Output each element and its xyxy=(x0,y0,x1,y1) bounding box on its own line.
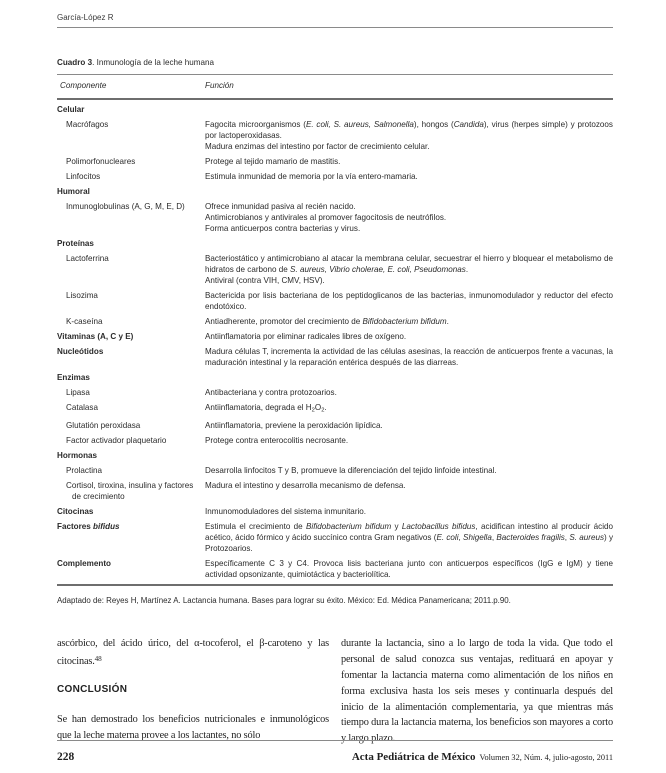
component-cell: Humoral xyxy=(57,187,90,196)
component-cell: Polimorfonucleares xyxy=(66,157,136,166)
table-caption-number: Cuadro 3 xyxy=(57,58,93,67)
function-cell: Bacteriostático y antimicrobiano al atacar la membrana celular, secuestrar el hierro y bloquear el metabolismo de hidratos de carbono de S. aureus, Vibrio cholerae, E. coli, Pseudomonas. Antiviral (contra VIH, CMV, HSV). xyxy=(205,254,613,285)
function-cell xyxy=(205,372,613,383)
table-row xyxy=(57,387,613,398)
component-cell: Macrófagos xyxy=(66,120,109,129)
component-cell: Citocinas xyxy=(57,507,94,517)
table-row xyxy=(57,316,613,327)
component-cell: Nucleótidos xyxy=(57,347,104,356)
table-row xyxy=(57,465,613,476)
function-cell: Protege al tejido mamario de mastitis. xyxy=(205,157,341,166)
table-row xyxy=(57,238,613,249)
table-row xyxy=(57,331,613,342)
table-row xyxy=(57,253,613,286)
table-row xyxy=(57,435,613,446)
function-cell xyxy=(205,238,613,249)
table-row xyxy=(57,372,613,383)
table-row xyxy=(57,156,613,167)
table-row xyxy=(57,420,613,431)
journal-issue-info: Volumen 32, Núm. 4, julio-agosto, 2011 xyxy=(479,753,613,762)
function-cell: Antiinflamatoria, degrada el H2O2. xyxy=(205,403,327,414)
function-cell: Estimula el crecimiento de Bifidobacterium bifidum y Lactobacillus bifidus, acidifican intestino al producir ácido acético, ácido fórmico y ácido succínico contra Gram negativos (E. coli, Shigella, Bacteroides fragilis, S. aureus) y Protozoarios. xyxy=(205,522,614,554)
conclusion-paragraph-right: durante la lactancia, sino a lo largo de toda la vida. Que todo el personal de salud conozca sus ventajas, redituará en apoyar y fomentar la lactancia materna como alimentación de los niños en forma exclusiva hasta los seis meses y continuarla después del inicio de la alimentación complementaria, ya que mientras más tiempo dura la lactancia materna, los beneficios son mayores a corto y largo plazo. xyxy=(341,638,613,745)
journal-line xyxy=(352,747,613,765)
table-row xyxy=(57,402,613,416)
component-cell: Vitaminas (A, C y E) xyxy=(57,332,134,341)
table-row xyxy=(57,506,613,517)
table-body xyxy=(57,100,613,586)
table-row xyxy=(57,480,613,502)
body-columns xyxy=(57,636,613,747)
function-cell xyxy=(205,450,613,461)
component-cell: Lactoferrina xyxy=(66,254,109,263)
left-column xyxy=(57,636,329,747)
component-cell: Glutatión peroxidasa xyxy=(66,421,141,431)
function-cell: Madura células T, incrementa la actividad de las células asesinas, la reacción de anticuerpos frente a vacunas, la maduración intestinal y la reparación entérica después de las diarreas. xyxy=(205,347,613,367)
conclusion-heading: CONCLUSIÓN xyxy=(57,684,128,696)
running-head xyxy=(57,0,613,28)
table-row xyxy=(57,171,613,182)
component-cell: Factor activador plaquetario xyxy=(66,436,167,446)
component-cell: Complemento xyxy=(57,559,111,569)
component-cell: Catalasa xyxy=(66,403,98,412)
function-cell: Protege contra enterocolitis necrosante. xyxy=(205,436,349,446)
function-cell: Fagocita microorganismos (E. coli, S. aureus, Salmonella), hongos (Candida), virus (herpes simple) y protozoos por lactoperoxidasas. Madura enzimas del intestino por factor de crecimiento celular. xyxy=(205,120,613,151)
component-cell: Proteínas xyxy=(57,239,94,248)
function-cell: Inmunomoduladores del sistema inmunitario. xyxy=(205,507,367,517)
function-cell: Antiinflamatoria por eliminar radicales libres de oxígeno. xyxy=(205,332,407,341)
component-cell: Linfocitos xyxy=(66,172,101,181)
table-row xyxy=(57,290,613,312)
table-row xyxy=(57,450,613,461)
journal-title: Acta Pediátrica de México xyxy=(351,751,476,763)
table-row xyxy=(57,346,613,368)
component-cell: Prolactina xyxy=(66,466,102,476)
function-cell: Antiadherente, promotor del crecimiento de Bifidobacterium bifidum. xyxy=(205,317,449,326)
table-row xyxy=(57,186,613,197)
function-cell: Antiinflamatoria, previene la peroxidación lipídica. xyxy=(205,421,383,431)
function-cell xyxy=(205,104,613,115)
component-cell: Lipasa xyxy=(66,388,90,397)
component-cell: Hormonas xyxy=(57,451,98,461)
table-row xyxy=(57,119,613,152)
function-cell: Bactericida por lisis bacteriana de los peptidoglicanos de las bacterias, inmunomodulador y reductor del efecto endotóxico. xyxy=(205,291,613,311)
right-column xyxy=(341,636,613,747)
function-cell: Madura el intestino y desarrolla mecanismo de defensa. xyxy=(205,481,406,491)
table-footnote: Adaptado de: Reyes H, Martínez A. Lactancia humana. Bases para lograr su éxito. México: Ed. Médica Panamericana; 2011.p.90. xyxy=(57,596,511,606)
function-cell: Ofrece inmunidad pasiva al recién nacido. Antimicrobianos y antivirales al promover fagocitosis de neutrófilos. Forma anticuerpos contra bacterias y virus. xyxy=(205,202,447,233)
component-cell: Cortisol, tiroxina, insulina y factores de crecimiento xyxy=(66,481,194,502)
function-cell xyxy=(205,186,613,197)
footer xyxy=(57,740,613,765)
table-caption-title: . Inmunología de la leche humana xyxy=(92,58,215,67)
page-number: 228 xyxy=(57,751,75,763)
table-row xyxy=(57,521,613,554)
component-cell: Inmunoglobulinas (A, G, M, E, D) xyxy=(66,202,185,211)
table-row xyxy=(57,558,613,580)
table-row xyxy=(57,104,613,115)
table-header-row xyxy=(57,75,613,100)
table-row xyxy=(57,201,613,234)
function-cell: Antibacteriana y contra protozoarios. xyxy=(205,388,337,397)
conclusion-paragraph-left: Se han demostrado los beneficios nutricionales e inmunológicos que la leche materna provee a los lactantes, no sólo xyxy=(57,714,329,741)
table-caption xyxy=(57,57,613,68)
component-cell: Factores bifidus xyxy=(57,522,120,532)
running-head-text: García-López R xyxy=(57,13,114,22)
function-cell: Desarrolla linfocitos T y B, promueve la diferenciación del tejido linfoide intestinal. xyxy=(205,466,497,476)
component-cell: Lisozima xyxy=(66,291,98,300)
continuation-paragraph: ascórbico, del ácido úrico, del α-tocoferol, el β-caroteno y las citocinas.$^{48}$ xyxy=(57,638,329,668)
component-column-header: Componente xyxy=(60,81,107,90)
component-cell: Celular xyxy=(57,105,85,114)
function-column-header: Función xyxy=(205,81,234,90)
component-cell: Enzimas xyxy=(57,373,90,382)
running-head-rule xyxy=(57,27,613,28)
immunology-table xyxy=(57,74,613,586)
component-cell: K-caseína xyxy=(66,317,103,326)
function-cell: Específicamente C 3 y C4. Provoca lisis bacteriana junto con anticuerpos específicos (IgG e IgM) y tiene actividad opsonizante, quimiotáctica y bacteriolítica. xyxy=(205,559,613,580)
function-cell: Estimula inmunidad de memoria por la vía entero-mamaria. xyxy=(205,172,418,181)
